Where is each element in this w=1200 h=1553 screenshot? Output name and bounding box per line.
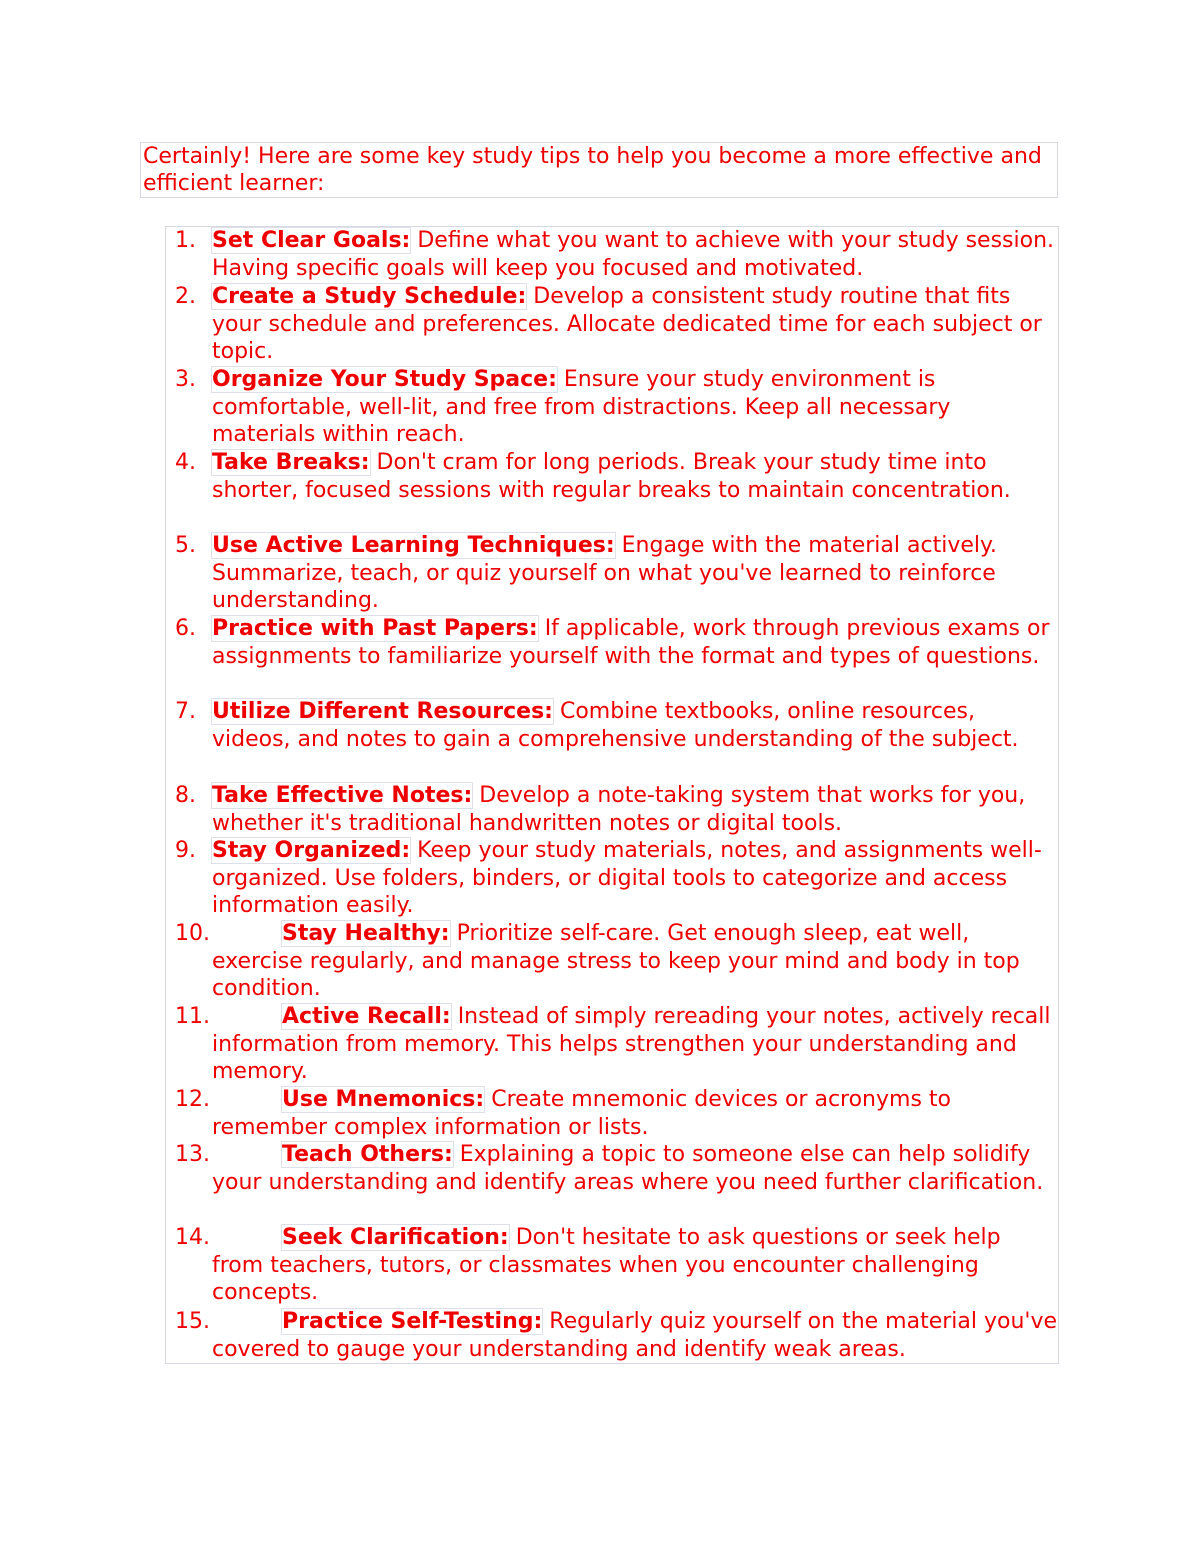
item-text: Instead of simply rereading your notes, actively recall information from memory. This helps strengthen your understanding and memory.	[212, 1004, 1051, 1085]
item-title: Active Recall:	[282, 1004, 451, 1029]
item-text: Create mnemonic devices or acronyms to remember complex information or lists.	[212, 1087, 951, 1140]
item-text: Prioritize self-care. Get enough sleep, eat well, exercise regularly, and manage stress to keep your mind and body in top condition.	[212, 921, 1020, 1002]
list-item	[175, 920, 1057, 1003]
item-title: Use Mnemonics:	[282, 1087, 485, 1112]
item-number: 1.	[175, 228, 196, 253]
item-title: Set Clear Goals:	[212, 228, 411, 253]
list-item	[175, 698, 1057, 753]
item-number: 3.	[175, 367, 196, 392]
item-number: 8.	[175, 783, 196, 808]
item-number: 10.	[175, 921, 210, 946]
item-title: Utilize Different Resources:	[212, 699, 553, 724]
item-number: 6.	[175, 616, 196, 641]
item-number: 7.	[175, 699, 196, 724]
item-title: Take Breaks:	[212, 450, 370, 475]
item-text: Explaining a topic to someone else can help solidify your understanding and identify areas where you need further clarification.	[212, 1142, 1044, 1195]
item-number: 12.	[175, 1087, 210, 1112]
list-item	[175, 615, 1057, 670]
list-item	[175, 1141, 1057, 1196]
intro-paragraph: Certainly! Here are some key study tips to help you become a more effective and efficient learner:	[140, 142, 1058, 198]
list-item	[175, 366, 1057, 449]
item-text: If applicable, work through previous exams or assignments to familiarize yourself with the format and types of questions.	[212, 616, 1050, 669]
list-item	[175, 1086, 1057, 1141]
list-item	[175, 532, 1057, 615]
item-title: Practice with Past Papers:	[212, 616, 538, 641]
list-item	[175, 1308, 1058, 1363]
item-text: Engage with the material actively. Summarize, teach, or quiz yourself on what you've learned to reinforce understanding.	[212, 533, 997, 614]
item-text: Regularly quiz yourself on the material you've covered to gauge your understanding and identify weak areas.	[212, 1309, 1058, 1362]
item-title: Practice Self-Testing:	[282, 1309, 543, 1334]
item-title: Use Active Learning Techniques:	[212, 533, 615, 558]
item-number: 4.	[175, 450, 196, 475]
item-number: 11.	[175, 1004, 210, 1029]
study-tips-list	[165, 226, 1059, 1364]
list-item	[175, 449, 1057, 504]
item-text: Develop a note-taking system that works for you, whether it's traditional handwritten notes or digital tools.	[212, 783, 1026, 836]
item-text: Combine textbooks, online resources, videos, and notes to gain a comprehensive understanding of the subject.	[212, 699, 1019, 752]
list-item	[175, 227, 1057, 282]
item-number: 2.	[175, 284, 196, 309]
list-item	[175, 283, 1057, 366]
item-text: Define what you want to achieve with your study session. Having specific goals will keep you focused and motivated.	[212, 228, 1055, 281]
list-item	[175, 1003, 1057, 1086]
item-number: 5.	[175, 533, 196, 558]
item-number: 13.	[175, 1142, 210, 1167]
item-title: Teach Others:	[282, 1142, 453, 1167]
item-text: Develop a consistent study routine that fits your schedule and preferences. Allocate dedicated time for each subject or topic.	[212, 284, 1042, 365]
item-title: Stay Healthy:	[282, 921, 450, 946]
item-title: Create a Study Schedule:	[212, 284, 527, 309]
item-title: Stay Organized:	[212, 838, 411, 863]
list-item	[175, 782, 1057, 837]
item-number: 15.	[175, 1309, 210, 1334]
list-item	[175, 1224, 1057, 1307]
item-title: Seek Clarification:	[282, 1225, 509, 1250]
item-number: 14.	[175, 1225, 210, 1250]
list-item	[175, 837, 1057, 920]
item-text: Keep your study materials, notes, and assignments well-organized. Use folders, binders, or digital tools to categorize and access information easily.	[212, 838, 1042, 919]
item-text: Ensure your study environment is comfortable, well-lit, and free from distractions. Keep all necessary materials within reach.	[212, 367, 951, 448]
item-text: Don't cram for long periods. Break your study time into shorter, focused sessions with regular breaks to maintain concentration.	[212, 450, 1011, 503]
item-number: 9.	[175, 838, 196, 863]
item-title: Take Effective Notes:	[212, 783, 473, 808]
item-text: Don't hesitate to ask questions or seek help from teachers, tutors, or classmates when you encounter challenging concepts.	[212, 1225, 1001, 1306]
item-title: Organize Your Study Space:	[212, 367, 557, 392]
